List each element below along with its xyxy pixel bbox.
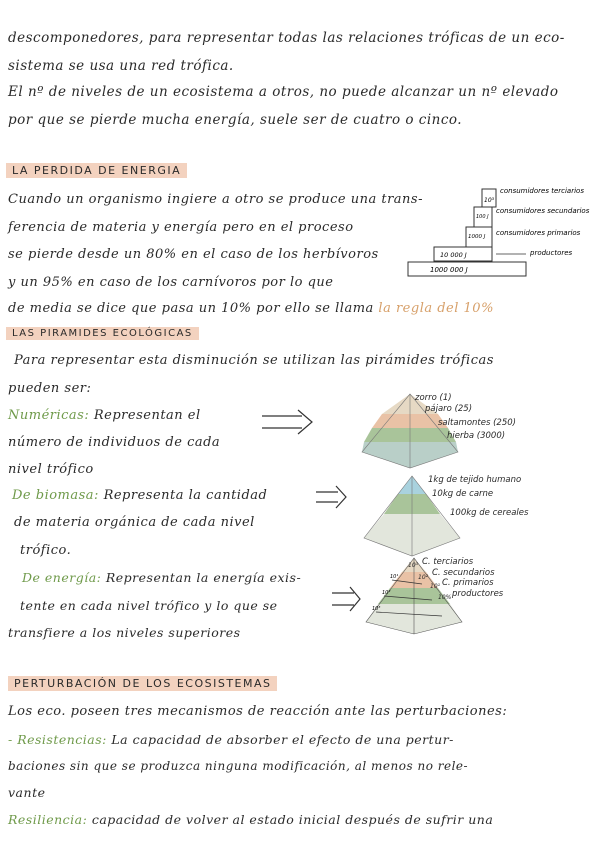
- piramides-line-2: pueden ser:: [8, 381, 92, 396]
- numericas-term: Numéricas:: [8, 408, 90, 423]
- step-label-4: productores: [530, 249, 573, 257]
- arrow-numericas: [258, 408, 318, 438]
- en-arrow-3: 10³: [372, 606, 381, 612]
- perdida-line-1: Cuando un organismo ingiere a otro se produce una trans-: [8, 192, 423, 207]
- en-label-3: C. primarios: [442, 578, 494, 588]
- resiliencia-term: Resiliencia:: [8, 812, 88, 827]
- resistencia-line-2: baciones sin que se produzca ninguna modificación, al menos no rele-: [8, 759, 469, 773]
- step-label-1: consumidores terciarios: [500, 187, 584, 195]
- en-side-3: 10¹: [430, 583, 441, 590]
- section-heading-perdida: LA PERDIDA DE ENERGIA: [6, 163, 187, 178]
- energia-text-1: Representan la energía exis-: [105, 570, 302, 585]
- resistencia-line-3: vante: [8, 785, 46, 800]
- numericas-line-1: [8, 408, 201, 423]
- step-value-4: 10 000 J: [440, 251, 467, 259]
- bio-label-1: 1kg de tejido humano: [428, 475, 522, 485]
- perdida-line-3: se pierde desde un 80% en el caso de los herbívoros: [8, 247, 379, 262]
- en-side-2: 10²: [418, 574, 429, 581]
- energia-line-1: [22, 570, 301, 585]
- num-label-3: saltamontes (250): [438, 418, 516, 428]
- biomass-pyramid: [362, 474, 462, 558]
- energia-line-2: tente en cada nivel trófico y lo que se: [20, 598, 278, 613]
- numericas-line-2: número de individuos de cada: [8, 435, 221, 450]
- resistencia-text-1: La capacidad de absorber el efecto de una pertur-: [111, 732, 454, 747]
- en-arrow-2: 10²: [382, 590, 391, 596]
- en-side-1: 10³: [408, 562, 419, 569]
- perdida-line-5: [8, 301, 494, 316]
- biomasa-line-1: [12, 488, 267, 503]
- step-label-3: consumidores primarios: [496, 229, 581, 237]
- bio-label-2: 10kg de carne: [432, 489, 494, 499]
- piramides-line-1: Para representar esta disminución se utilizan las pirámides tróficas: [14, 353, 494, 368]
- perdida-line-2: ferencia de materia y energía pero en el proceso: [8, 220, 354, 235]
- biomasa-line-3: trófico.: [20, 543, 72, 558]
- resistencia-line-1: [8, 732, 454, 747]
- en-label-1: C. terciarios: [422, 557, 474, 567]
- en-label-2: C. secundarios: [432, 568, 495, 578]
- biomasa-line-2: de materia orgánica de cada nivel: [14, 515, 255, 530]
- biomasa-text-1: Representa la cantidad: [103, 488, 268, 503]
- intro-line-4: por que se pierde mucha energía, suele ser de cuatro o cinco.: [8, 112, 463, 128]
- intro-line-2: sistema se usa una red trófica.: [8, 58, 234, 74]
- intro-line-1: descomponedores, para representar todas las relaciones tróficas de un eco-: [8, 30, 565, 46]
- arrow-biomasa: [314, 484, 354, 512]
- perdida-line-4: y un 95% en caso de los carnívoros por lo que: [8, 275, 334, 290]
- num-label-4: hierba (3000): [447, 431, 506, 441]
- num-label-1: zorro (1): [415, 393, 452, 403]
- en-side-4: 10%: [438, 594, 452, 601]
- numericas-line-3: nivel trófico: [8, 462, 94, 477]
- num-label-2: pájaro (25): [425, 404, 473, 414]
- energia-line-3: transfiere a los niveles superiores: [8, 625, 241, 640]
- arrow-energia: [330, 585, 366, 615]
- step-value-1: 10³: [484, 197, 495, 204]
- perdida-line-5a: de media se dice que pasa un 10% por ello se llama: [8, 301, 374, 316]
- step-label-2: consumidores secundarios: [496, 207, 590, 215]
- resiliencia-line-1: [8, 812, 493, 827]
- resistencia-term: - Resistencias:: [8, 732, 107, 747]
- step-value-5: 1000 000 J: [430, 266, 468, 274]
- en-label-4: productores: [452, 589, 504, 599]
- perturbacion-line-1: Los eco. poseen tres mecanismos de reacción ante las perturbaciones:: [8, 704, 508, 719]
- section-heading-piramides: LAS PIRAMIDES ECOLÓGICAS: [6, 327, 199, 340]
- section-heading-perturbacion: PERTURBACIÓN DE LOS ECOSISTEMAS: [8, 676, 277, 691]
- resiliencia-text-1: capacidad de volver al estado inicial después de sufrir una: [91, 812, 494, 827]
- energy-step-pyramid: [400, 185, 595, 285]
- regla-del-10: la regla del 10%: [378, 301, 494, 316]
- biomasa-term: De biomasa:: [12, 488, 99, 503]
- intro-line-3: El nº de niveles de un ecosistema a otros, no puede alcanzar un nº elevado: [8, 84, 559, 100]
- step-value-2: 100 J: [476, 214, 489, 220]
- numericas-text-1: Representan el: [93, 408, 201, 423]
- bio-label-3: 100kg de cereales: [450, 508, 529, 518]
- en-arrow-1: 10¹: [390, 574, 399, 580]
- step-value-3: 1000 J: [468, 234, 486, 240]
- energia-term: De energía:: [22, 570, 102, 585]
